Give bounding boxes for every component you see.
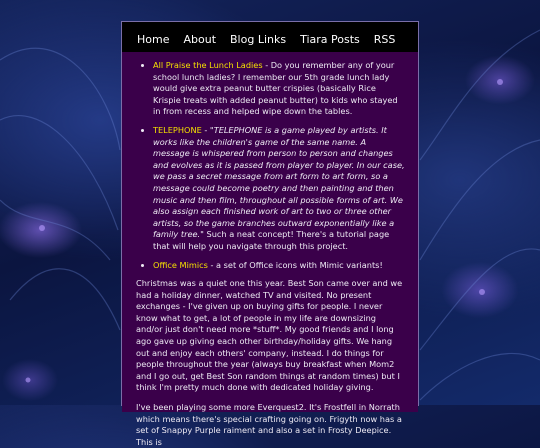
top-nav — [122, 26, 418, 52]
list-item-text: - a set of Office icons with Mimic variants! — [207, 259, 383, 270]
nav-blog-links[interactable]: Blog Links — [230, 32, 287, 46]
list-item-dash: - — [201, 124, 210, 135]
link-lunch-ladies[interactable]: All Praise the Lunch Ladies — [153, 60, 263, 70]
post-content — [122, 52, 418, 447]
paragraph-everquest: I've been playing some more Everquest2. It's Frostfell in Norrath which means there's special crafting going on. Frigyth now has a set of Snappy Purple raiment and also a set in Frosty Deepice. This is — [136, 402, 402, 447]
list-item-text: - Do you remember any of your school lunch ladies? I remember our 5th grade lunch lady would give extra peanut butter crispies (basically Rice Krispie treats with added peanut butter) to kids who stayed in from recess and helped wipe down the tables. — [153, 60, 398, 117]
list-item-text: Such a neat concept! There's a tutorial page that will help you navigate through this project. — [153, 229, 390, 251]
nav-tiara-posts[interactable]: Tiara Posts — [300, 32, 360, 46]
telephone-quote: "TELEPHONE is a game played by artists. It works like the children's game of the same name. A message is whispered from person to person and changes and evolves as it is passed from player to player. In our case, we pass a secret message from art form to art form, so a message could become poetry and then painting and then music and then film, throughout all possible forms of art. We also assign each finished work of art to two or three other artists, so the game branches outward exponentially like a family tree." — [153, 124, 405, 240]
blog-page — [121, 21, 419, 447]
nav-home[interactable]: Home — [137, 32, 170, 46]
list-item — [153, 125, 405, 253]
link-telephone[interactable]: TELEPHONE — [153, 124, 202, 135]
nav-about[interactable]: About — [183, 32, 217, 46]
paragraph-christmas: Christmas was a quiet one this year. Best Son came over and we had a holiday dinner, watched TV and visited. No present exchanges - I've given up on buying gifts for people. I never know what to get, a lot of people in my life are downsizing and/or just don't need more *stuff*. My good friends and I long ago gave up giving each other birthday/holiday gifts. We hang out and enjoy each others' company, instead. I do things for people throughout the year (always buy breakfast when Mom2 and I go out, get Best Son random things at random times) but I think I'm pretty much done with dedicated holiday giving. — [136, 278, 403, 393]
link-list — [136, 60, 405, 271]
link-office-mimics[interactable]: Office Mimics — [153, 259, 208, 270]
list-item — [153, 260, 405, 272]
list-item — [153, 60, 405, 118]
nav-rss[interactable]: RSS — [373, 32, 396, 46]
